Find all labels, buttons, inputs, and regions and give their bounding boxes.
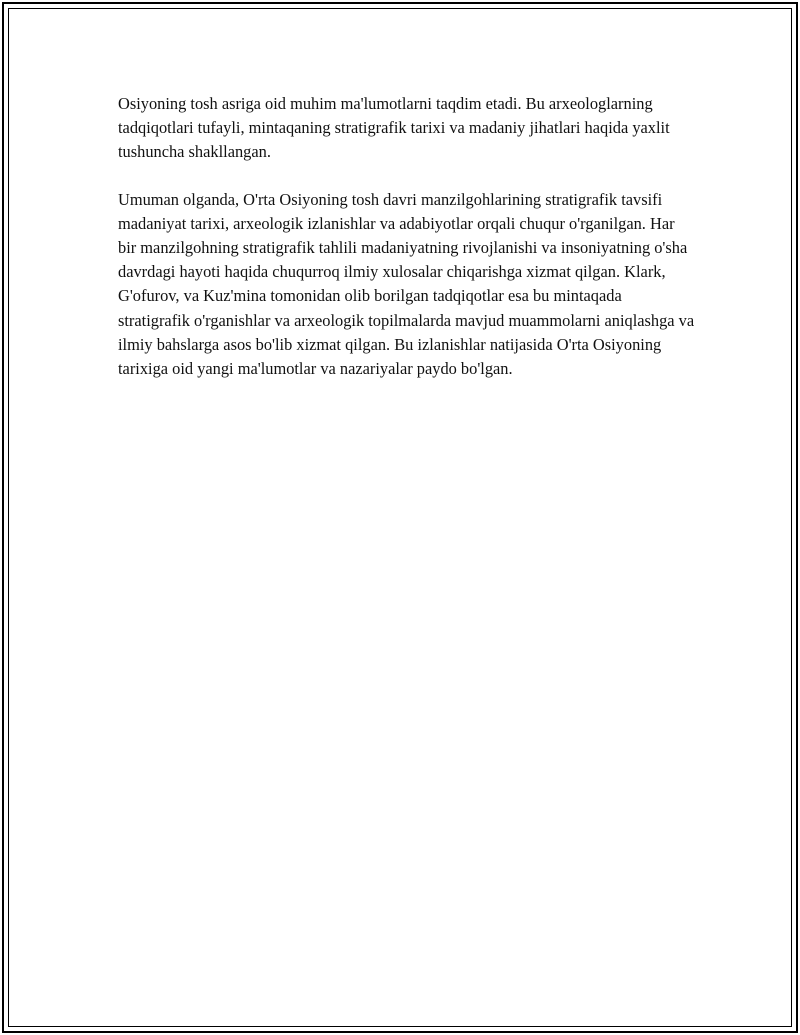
document-body	[118, 92, 696, 404]
paragraph-2: Umuman olganda, O'rta Osiyoning tosh davri manzilgohlarining stratigrafik tavsifi madaniyat tarixi, arxeologik izlanishlar va adabiyotlar orqali chuqur o'rganilgan. Har bir manzilgohning stratigrafik tahlili madaniyatning rivojlanishi va insoniyatning o'sha davrdagi hayoti haqida chuqurroq ilmiy xulosalar chiqarishga xizmat qilgan. Klark, G'ofurov, va Kuz'mina tomonidan olib borilgan tadqiqotlar esa bu mintaqada stratigrafik o'rganishlar va arxeologik topilmalarda mavjud muammolarni aniqlashga va ilmiy bahslarga asos bo'lib xizmat qilgan. Bu izlanishlar natijasida O'rta Osiyoning tarixiga oid yangi ma'lumotlar va nazariyalar paydo bo'lgan.	[118, 189, 695, 379]
paragraph-1: Osiyoning tosh asriga oid muhim ma'lumotlarni taqdim etadi. Bu arxeologlarning tadqiqotlari tufayli, mintaqaning stratigrafik tarixi va madaniy jihatlari haqida yaxlit tushuncha shakllangan.	[118, 94, 670, 162]
